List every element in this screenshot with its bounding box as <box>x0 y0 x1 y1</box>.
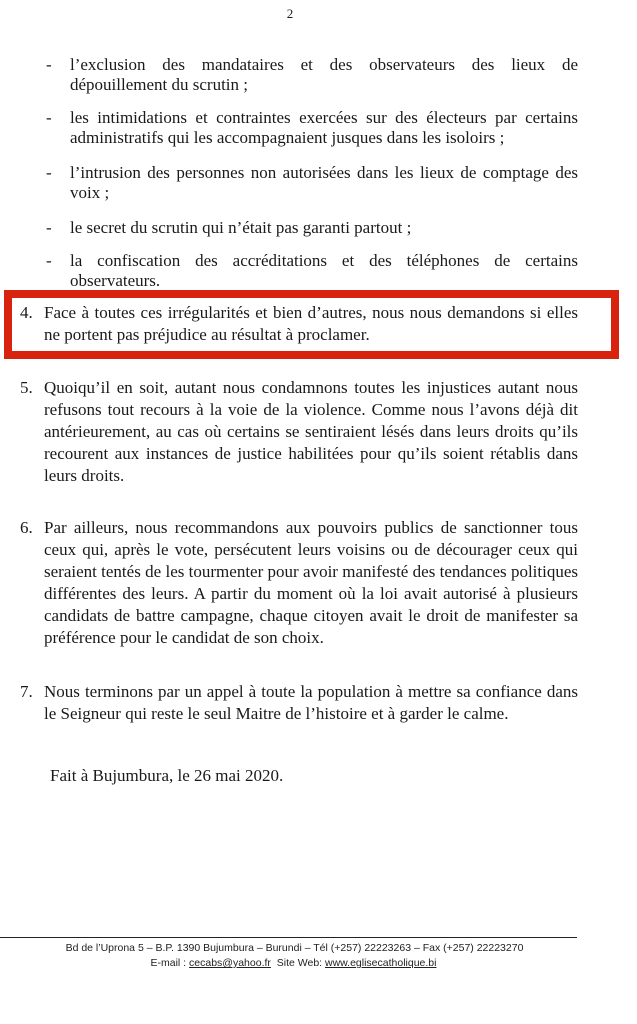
site-label: Site Web: <box>276 957 325 969</box>
paragraph-text: Face à toutes ces irrégularités et bien d’autres, nous nous demandons si elles ne portent pas préjudice au résultat à proclamer. <box>44 303 578 344</box>
paragraph-number: 6. <box>20 518 33 537</box>
bullet-text: les intimidations et contraintes exercées sur des électeurs par certains administratifs qui les accompagnaient jusques dans les isoloirs ; <box>70 108 578 147</box>
paragraph-number: 5. <box>20 378 33 397</box>
paragraph-4 <box>20 302 578 346</box>
bullet-dash: - <box>46 55 52 74</box>
email-label: E-mail : <box>150 957 190 969</box>
footer-contact <box>0 956 577 971</box>
bullet-text: l’exclusion des mandataires et des observateurs des lieux de dépouillement du scrutin ; <box>70 55 578 94</box>
bullet-item <box>46 251 578 291</box>
bullet-item <box>46 55 578 95</box>
bullet-text: l’intrusion des personnes non autorisées dans les lieux de comptage des voix ; <box>70 163 578 202</box>
paragraph-number: 4. <box>20 303 33 322</box>
page-number: 2 <box>286 6 294 21</box>
paragraph-text: Nous terminons par un appel à toute la population à mettre sa confiance dans le Seigneur qui reste le seul Maitre de l’histoire et à garder le calme. <box>44 682 578 723</box>
paragraph-text: Par ailleurs, nous recommandons aux pouvoirs publics de sanctionner tous ceux qui, après le vote, persécutent leurs voisins ou de décourager ceux qui seraient tentés de les tourmenter pour avoir manifesté des tendances politiques différentes des leurs. A partir du moment où la loi avait autorisé à plusieurs candidats de battre campagne, chaque citoyen avait le droit de manifester sa préférence pour le candidat de son choix. <box>44 518 578 647</box>
footer-address: Bd de l’Uprona 5 – B.P. 1390 Bujumbura – Burundi – Tél (+257) 22223263 – Fax (+257) 22223270 <box>65 942 524 954</box>
email-link[interactable]: cecabs@yahoo.fr <box>189 957 271 969</box>
footer-divider <box>0 937 577 938</box>
paragraph-5 <box>20 377 578 487</box>
bullet-item <box>46 218 578 238</box>
paragraph-number: 7. <box>20 682 33 701</box>
paragraph-text: Quoiqu’il en soit, autant nous condamnons toutes les injustices autant nous refusons tout recours à la voie de la violence. Comme nous l’avons déjà dit antérieurement, au cas où certains se sentiraient lésés dans leurs droits qu’ils recourent aux instances de justice habilitées pour qu’ils soient rétablis dans leurs droits. <box>44 378 578 485</box>
bullet-dash: - <box>46 218 52 237</box>
paragraph-7 <box>20 681 578 725</box>
bullet-item <box>46 108 578 148</box>
website-link[interactable]: www.eglisecatholique.bi <box>325 957 437 969</box>
paragraph-6 <box>20 517 578 649</box>
bullet-dash: - <box>46 108 52 127</box>
bullet-text: la confiscation des accréditations et des téléphones de certains observateurs. <box>70 251 578 290</box>
bullet-item <box>46 163 578 203</box>
footer <box>0 941 577 971</box>
bullet-dash: - <box>46 163 52 182</box>
signature-line: Fait à Bujumbura, le 26 mai 2020. <box>50 766 284 785</box>
bullet-text: le secret du scrutin qui n’était pas garanti partout ; <box>70 218 412 237</box>
bullet-dash: - <box>46 251 52 270</box>
